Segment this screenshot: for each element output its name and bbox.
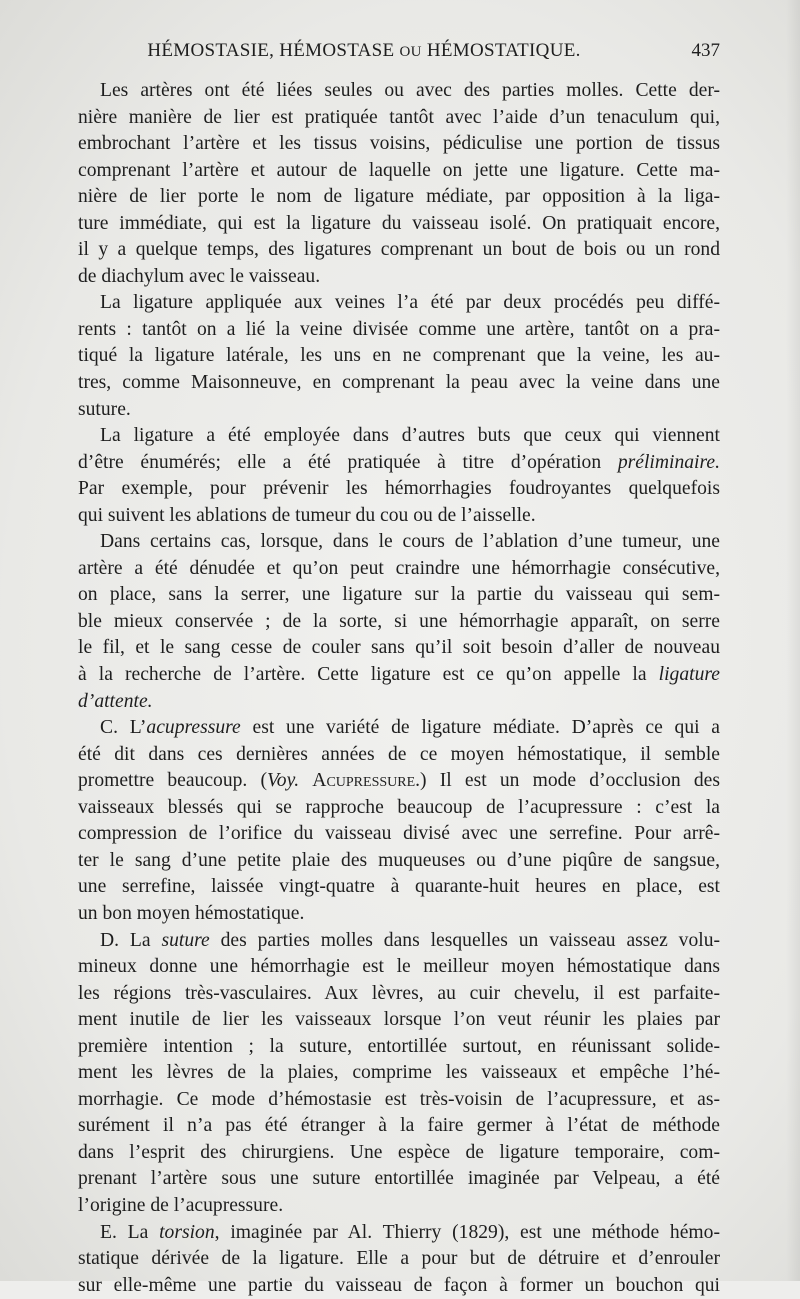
text-run: D. La <box>100 929 162 951</box>
text-line <box>78 450 720 477</box>
paragraph-preliminary <box>78 423 720 529</box>
text-line: mineux donne une hémorrhagie est le meilleur moyen hémostatique dans <box>78 956 720 978</box>
text-line: morrhagie. Ce mode d’hémostasie est très-voisin de l’acupressure, et as- <box>78 1088 720 1110</box>
text-line: La ligature appliquée aux veines l’a été par deux procédés peu diffé- <box>100 292 720 314</box>
text-line: prenant l’artère sous une suture entortillée imaginée par Velpeau, a été <box>78 1168 720 1190</box>
paragraph-veins <box>78 290 720 423</box>
text-line: on place, sans la serrer, une ligature sur la partie du vaisseau qui sem- <box>78 584 720 606</box>
term-acupressure: acupressure <box>146 717 241 739</box>
text-run: des parties molles dans lesquelles un vaisseau assez volu- <box>209 929 721 951</box>
text-run: C. L’ <box>100 717 147 739</box>
title-conjunction: OU <box>399 44 422 60</box>
text-run: est une variété de ligature médiate. D’après ce qui a <box>240 717 721 739</box>
term-preliminaire: préliminaire. <box>617 451 720 473</box>
text-line: l’origine de l’acupressure. <box>78 1194 284 1216</box>
text-run: d’être énumérés; elle a été pratiquée à titre d’opération <box>78 451 602 473</box>
text-line: comprenant l’artère et autour de laquelle on jette une ligature. Cette ma- <box>78 159 720 181</box>
text-line <box>78 715 720 742</box>
title-part-2: HÉMOSTATIQUE. <box>426 40 581 61</box>
text-line <box>78 768 720 795</box>
text-line: qui suivent les ablations de tumeur du cou ou de l’aisselle. <box>78 504 536 526</box>
text-run: E. La <box>100 1221 160 1243</box>
text-line: ment les lèvres de la plaies, comprime les vaisseaux et empêche l’hé- <box>78 1062 720 1084</box>
text-line: vaisseaux blessés qui se rapproche beaucoup de l’acupressure : c’est la <box>78 796 720 818</box>
text-line: artère a été dénudée et qu’on peut craindre une hémorrhagie consécutive, <box>78 557 720 579</box>
cross-reference: Acupressure. <box>312 770 421 792</box>
text-line: statique dérivée de la ligature. Elle a pour but de détruire et d’enrouler <box>78 1248 720 1270</box>
term-ligature: ligature <box>658 664 720 686</box>
paragraph-acupressure <box>78 715 720 927</box>
paragraph-suture <box>78 928 720 1220</box>
paragraph-ligature-types <box>78 78 720 290</box>
text-line <box>78 928 720 955</box>
text-line: nière manière de lier est pratiquée tantôt avec l’aide d’un tenaculum qui, <box>78 106 720 128</box>
text-line: première intention ; la suture, entortillée surtout, en réunissant solide- <box>78 1035 720 1057</box>
text-line: dans l’esprit des chirurgiens. Une espèce de ligature temporaire, com- <box>78 1141 720 1163</box>
text-line: suture. <box>78 398 131 420</box>
text-line: tres, comme Maisonneuve, en comprenant la peau avec la veine dans une <box>78 372 720 394</box>
text-line: La ligature a été employée dans d’autres buts que ceux qui viennent <box>100 425 720 447</box>
body-text <box>78 78 720 1299</box>
paragraph-waiting-ligature <box>78 529 720 715</box>
text-line: Dans certains cas, lorsque, dans le cours de l’ablation d’une tumeur, une <box>100 531 720 553</box>
running-head-title <box>78 40 650 62</box>
text-line <box>78 1220 720 1247</box>
paragraph-torsion <box>78 1220 720 1299</box>
text-line: tiqué la ligature latérale, les uns en ne comprenant que la veine, les au- <box>78 345 720 367</box>
text-line: nière de lier porte le nom de ligature médiate, par opposition à la liga- <box>78 186 720 208</box>
text-line: ture immédiate, qui est la ligature du vaisseau isolé. On pratiquait encore, <box>78 212 720 234</box>
text-line: de diachylum avec le vaisseau. <box>78 265 321 287</box>
text-line: les régions très-vasculaires. Aux lèvres, au cuir chevelu, il est parfaite- <box>78 982 720 1004</box>
term-torsion: torsion <box>159 1221 215 1243</box>
running-head <box>78 40 720 68</box>
text-line: une serrefine, laissée vingt-quatre à quarante-huit heures en place, est <box>78 876 720 898</box>
term-attente: d’attente. <box>78 690 153 712</box>
text-line: sur elle-même une partie du vaisseau de façon à former un bouchon qui <box>78 1274 720 1296</box>
page-number: 437 <box>691 40 720 61</box>
text-line: ble mieux conservée ; de la sorte, si une hémorrhagie apparaît, on serre <box>78 610 720 632</box>
text-line <box>78 662 720 689</box>
text-run: promettre beaucoup. ( <box>78 770 268 792</box>
text-line: un bon moyen hémostatique. <box>78 902 305 924</box>
text-line: ment inutile de lier les vaisseaux lorsque l’on veut réunir les plaies par <box>78 1009 720 1031</box>
text-line: ter le sang d’une petite plaie des muqueuses ou d’une piqûre de sangsue, <box>78 849 720 871</box>
text-line: Par exemple, pour prévenir les hémorrhagies foudroyantes quelquefois <box>78 478 720 500</box>
text-run: , imaginée par Al. Thierry (1829), est une méthode hémo- <box>214 1221 720 1243</box>
text-line: il y a quelque temps, des ligatures comprenant un bout de bois ou un rond <box>78 239 720 261</box>
title-part-1: HÉMOSTASIE, HÉMOSTASE <box>147 40 395 61</box>
term-voy: Voy. <box>267 770 300 792</box>
text-line: embrochant l’artère et les tissus voisins, pédiculise une portion de tissus <box>78 133 720 155</box>
text-run: à la recherche de l’artère. Cette ligature est ce qu’on appelle la <box>78 664 647 686</box>
text-line: le fil, et le sang cesse de couler sans qu’il soit besoin d’aller de nouveau <box>78 637 720 659</box>
text-line: compression de l’orifice du vaisseau divisé avec une serrefine. Pour arrê- <box>78 823 720 845</box>
term-suture: suture <box>161 929 210 951</box>
page-edge-shadow <box>786 0 800 1281</box>
text-line: Les artères ont été liées seules ou avec des parties molles. Cette der- <box>100 80 720 101</box>
text-line: été dit dans ces dernières années de ce moyen hémostatique, il semble <box>78 743 720 765</box>
text-line: surément il n’a pas été étranger à la faire germer à l’état de méthode <box>78 1115 720 1137</box>
text-line: rents : tantôt on a lié la veine divisée comme une artère, tantôt on a pra- <box>78 318 720 340</box>
text-run: ) Il est un mode d’occlusion des <box>420 770 720 792</box>
